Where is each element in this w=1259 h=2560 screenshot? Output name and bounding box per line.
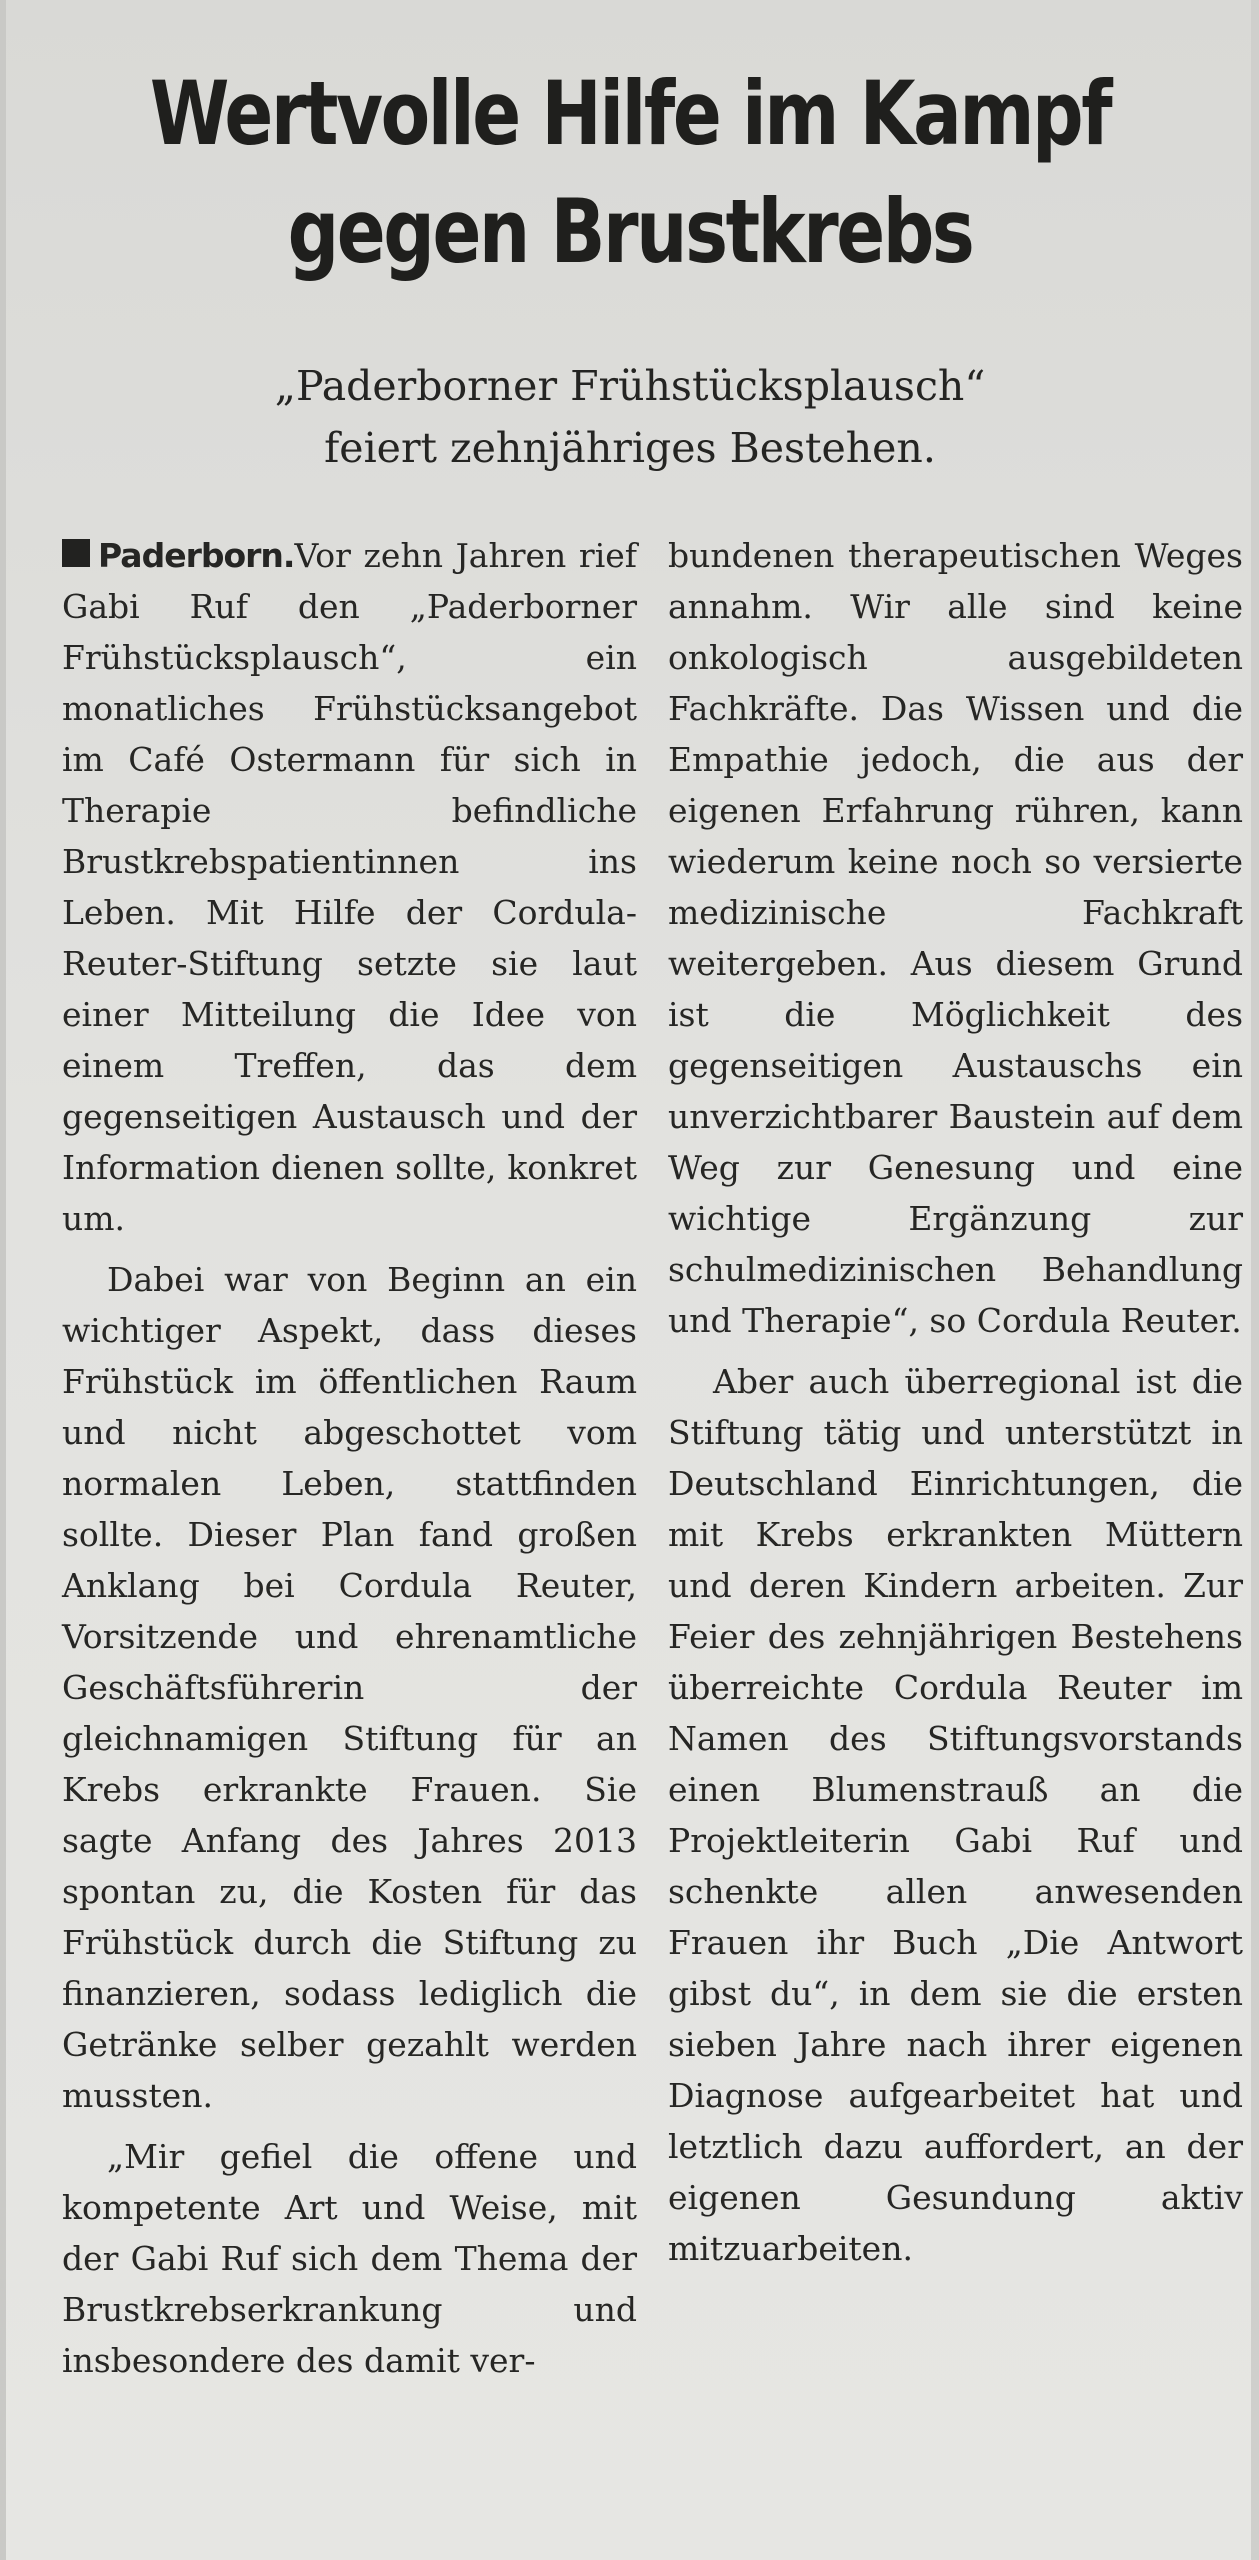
paragraph-foundation: Aber auch überregional ist die Stiftung tätig und unterstützt in Deutschland Einrichtungen, die mit Krebs erkrankten Müttern und deren Kindern arbeiten. Zur Feier des zehnjährigen Bestehens überreichte Cordula Reuter im Namen des Stiftungsvorstands einen Blumenstrauß an die Projektleiterin Gabi Ruf und schenkte allen anwesenden Frauen ihr Buch „Die Antwort gibst du“, in dem sie die ersten sieben Jahre nach ihrer eigenen Diagnose aufgearbeitet hat und letztlich dazu auffordert, an der eigenen Gesundung aktiv mitzuarbeiten. [668,1362,1243,2268]
headline-line-2: gegen Brustkrebs [287,180,973,283]
paper-edge-left [0,0,6,2560]
black-square-icon [62,539,90,567]
paragraph-quote-end: bundenen therapeutischen Weges annahm. Wir alle sind keine onkologisch ausgebildeten Fachkräfte. Das Wissen und die Empathie jedoch, die aus der eigenen Erfahrung rühren, kann wiederum keine noch so versierte medizinische Fachkraft weitergeben. Aus diesem Grund ist die Möglichkeit des gegenseitigen Austauschs ein unverzichtbarer Baustein auf dem Weg zur Genesung und eine wichtige Ergänzung zur schulmedizinischen Behandlung und Therapie“, so Cordula Reuter. [668,536,1243,1340]
subheadline [60,355,1200,479]
paragraph-quote-start: „Mir gefiel die offene und kompetente Art und Weise, mit der Gabi Ruf sich dem Thema der Brustkrebserkrankung und insbesondere des damit ver- [62,2137,637,2380]
dateline: Paderborn. [98,536,295,575]
paragraph-breakfast-plan: Dabei war von Beginn an ein wichtiger Aspekt, dass dieses Frühstück im öffentlichen Raum und nicht abgeschottet vom normalen Leben, stattfinden sollte. Dieser Plan fand großen Anklang bei Cordula Reuter, Vorsitzende und ehrenamtliche Geschäftsführerin der gleichnamigen Stiftung für an Krebs erkrankte Frauen. Sie sagte Anfang des Jahres 2013 spontan zu, die Kosten für das Frühstück durch die Stiftung zu finanzieren, sodass lediglich die Getränke selber gezahlt werden mussten. [62,1260,637,2115]
paragraph-intro-text: Vor zehn Jahren rief Gabi Ruf den „Paderborner Frühstücksplausch“, ein monatliches Frühstücksangebot im Café Ostermann für sich in Therapie befindliche Brustkrebspatientinnen ins Leben. Mit Hilfe der Cordula-Reuter-Stiftung setzte sie laut einer Mitteilung die Idee von einem Treffen, das dem gegenseitigen Austausch und der Information dienen sollte, konkret um. [62,536,637,1238]
headline [146,55,1114,291]
article-column-left [62,530,637,2396]
paper-edge-right [1251,0,1259,2560]
article-column-right [668,530,1243,2284]
subheadline-line-2: feiert zehnjähriges Bestehen. [324,424,936,472]
paragraph-intro [62,530,637,1244]
subheadline-line-1: „Paderborner Frühstücksplausch“ [274,362,986,410]
headline-line-1: Wertvolle Hilfe im Kampf [149,62,1111,165]
